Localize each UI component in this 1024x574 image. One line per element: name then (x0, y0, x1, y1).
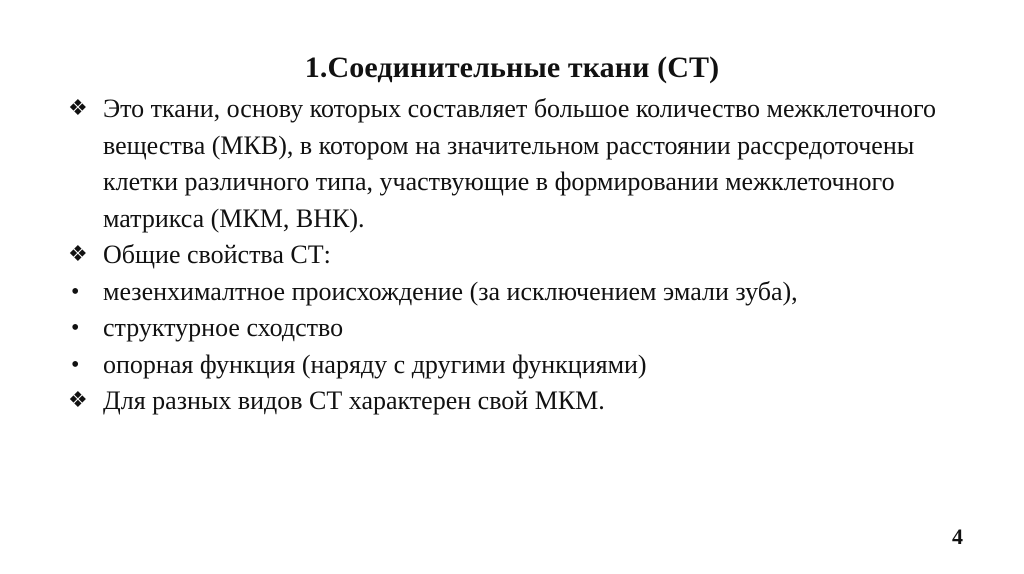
four-diamond-ornament-icon: ❖ (68, 96, 88, 121)
bullet-dot-icon: • (71, 278, 80, 305)
list-item-text: Для разных видов СТ характерен свой МКМ. (103, 386, 605, 415)
list-item-matrix (66, 383, 966, 420)
bullet-list (66, 91, 966, 420)
list-item-text: мезенхималтное происхождение (за исключением эмали зуба), (103, 276, 798, 306)
list-item-text: Общие свойства СТ: (103, 240, 331, 269)
list-item-text: Это ткани, основу которых составляет большое количество межклеточного вещества (МКВ), в котором на значительном расстоянии рассредоточены клетки различного типа, участвующие в формировании межклеточного матрикса (МКМ, ВНК). (103, 94, 936, 233)
bullet-dot-icon: • (71, 315, 80, 341)
list-item-origin (66, 274, 966, 311)
four-diamond-ornament-icon: ❖ (68, 388, 88, 413)
list-item-function (66, 347, 966, 384)
list-item-text: структурное сходство (103, 313, 344, 342)
page-number: 4 (952, 524, 963, 549)
list-item-definition (66, 91, 966, 237)
slide-title: 1.Соединительные ткани (СТ) (304, 51, 720, 84)
list-item-general-properties (66, 237, 966, 274)
bullet-dot-icon: • (71, 351, 80, 378)
list-item-text: опорная функция (наряду с другими функциями) (103, 349, 647, 379)
list-item-structure (66, 310, 966, 347)
four-diamond-ornament-icon: ❖ (68, 242, 88, 267)
